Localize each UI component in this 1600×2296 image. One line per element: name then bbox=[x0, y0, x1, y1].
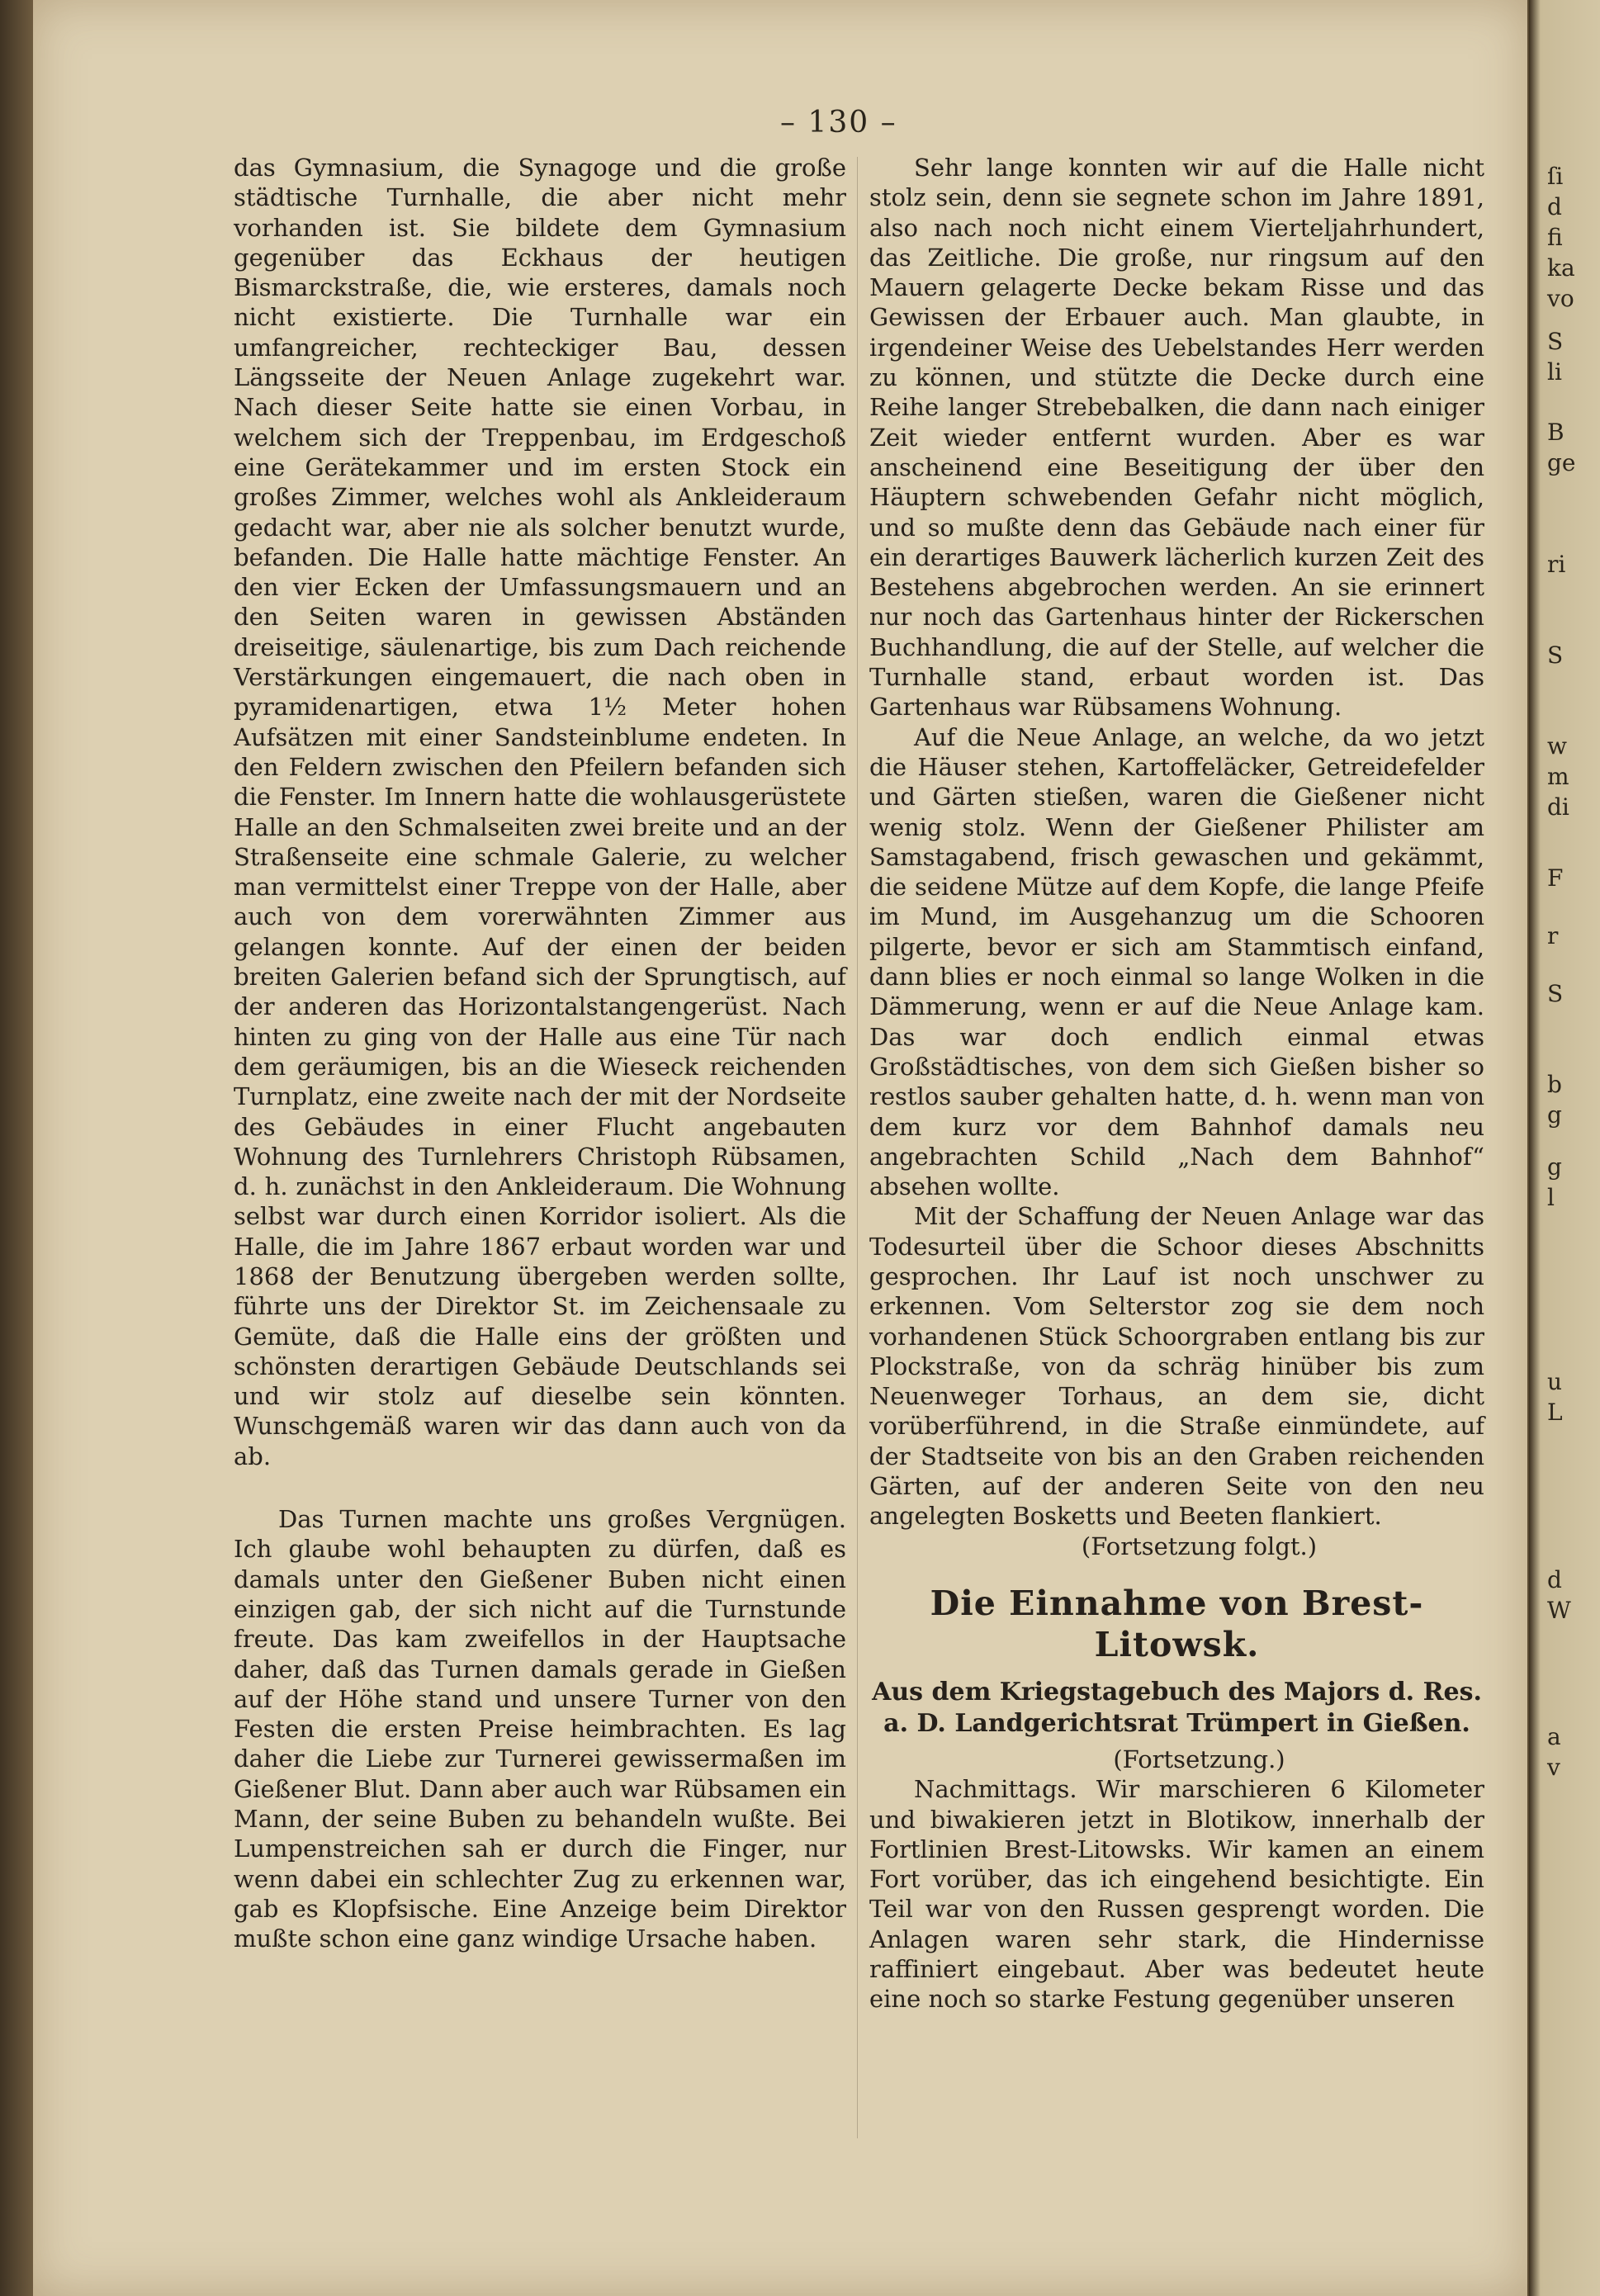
adjacent-fragment: W bbox=[1547, 1597, 1571, 1624]
adjacent-fragment: v bbox=[1547, 1754, 1560, 1781]
adjacent-fragment: fi bbox=[1547, 224, 1563, 251]
left-column bbox=[234, 153, 846, 1954]
article-subtitle: Aus dem Kriegstagebuch des Majors d. Res. a. D. Landgerichtsrat Trümpert in Gießen. bbox=[872, 1677, 1482, 1738]
adjacent-fragment: b bbox=[1547, 1071, 1562, 1098]
paragraph: Mit der Schaffung der Neuen Anlage war das Todesurteil über die Schoor dieses Abschnitts gesprochen. Ihr Lauf ist noch unschwer zu erkennen. Vom Selterstor zog sie dem noch vorhandenen Stück Schoorgraben entlang bis zur Plockstraße, von da schräg hinüber bis zum Neuenweger Torhaus, an dem sie, dicht vorüberführend, in die Straße einmündete, auf der Stadtseite von bis an den Graben reichenden Gärten, auf der anderen Seite von den neu angelegten Bosketts und Beeten flankiert. bbox=[869, 1202, 1484, 1531]
paragraph: Das Turnen machte uns großes Vergnügen. Ich glaube wohl behaupten zu dürfen, daß es damals unter den Gießener Buben nicht einen einzigen gab, der sich nicht auf die Turnstunde freute. Das kam zweifellos in der Hauptsache daher, daß das Turnen damals gerade in Gießen auf der Höhe stand und unsere Turner von den Festen die ersten Preise heimbrachten. Es lag daher die Liebe zur Turnerei gewissermaßen im Gießener Blut. Dann aber auch war Rübsamen ein Mann, der seine Buben zu behandeln wußte. Bei Lumpenstreichen sah er durch die Finger, nur wenn dabei ein schlechter Zug zu erkennen war, gab es Klopfsische. Eine Anzeige beim Direktor mußte schon eine ganz windige Ursache haben. bbox=[234, 1505, 846, 1953]
paragraph: Auf die Neue Anlage, an welche, da wo jetzt die Häuser stehen, Kartoffeläcker, Getreidefelder und Gärten stießen, waren die Gießener nicht wenig stolz. Wenn der Gießener Philister am Samstagabend, frisch gewaschen und gekämmt, die seidene Mütze auf dem Kopfe, die lange Pfeife im Mund, im Ausgehanzug um die Schooren pilgerte, bevor er sich am Stammtisch einfand, dann blies er noch einmal so lange Wolken in die Dämmerung, wenn er auf die Neue Anlage kam. Das war doch endlich einmal etwas Großstädtisches, von dem sich Gießen bisher so restlos sauber gehalten hatte, d. h. wenn man von dem kurz vor dem Bahnhof damals neu angebrachten Schild „Nach dem Bahnhof“ absehen wollte. bbox=[869, 722, 1484, 1201]
adjacent-fragment: g bbox=[1547, 1153, 1562, 1181]
adjacent-fragment: ſi bbox=[1547, 163, 1564, 190]
column-divider bbox=[857, 157, 858, 2138]
adjacent-fragment: ri bbox=[1547, 551, 1566, 578]
adjacent-fragment: ka bbox=[1547, 254, 1575, 282]
adjacent-fragment: S bbox=[1547, 980, 1564, 1007]
paragraph: Sehr lange konnten wir auf die Halle nicht stolz sein, denn sie segnete schon im Jahre 1891, also nach noch nicht einem Vierteljahrhundert, das Zeitliche. Die große, nur ringsum auf den Mauern gelagerte Decke bekam Risse und das Gewissen der Erbauer auch. Man glaubte, in irgendeiner Weise des Uebelstandes Herr werden zu können, und stützte die Decke durch eine Reihe langer Strebebalken, die dann nach einiger Zeit wieder entfernt wurden. Aber es war anscheinend eine Beseitigung der über den Häuptern schwebenden Gefahr nicht möglich, und so mußte denn das Gebäude nach einer für ein derartiges Bauwerk lächerlich kurzen Zeit des Bestehens abgebrochen werden. An sie erinnert nur noch das Gartenhaus hinter der Rickerschen Buchhandlung, die auf der Stelle, auf welcher die Turnhalle stand, erbaut worden ist. Das Gartenhaus war Rübsamens Wohnung. bbox=[869, 154, 1484, 722]
adjacent-fragment: S bbox=[1547, 328, 1564, 355]
adjacent-fragment: B bbox=[1547, 419, 1564, 446]
article-continuation-note: (Fortsetzung.) bbox=[1113, 1744, 1285, 1773]
adjacent-fragment: vo bbox=[1547, 285, 1574, 312]
adjacent-fragment: u bbox=[1547, 1368, 1563, 1395]
adjacent-fragment: a bbox=[1547, 1723, 1561, 1750]
adjacent-fragment: d bbox=[1547, 193, 1562, 220]
adjacent-fragment: g bbox=[1547, 1101, 1562, 1129]
paragraph: das Gymnasium, die Synagoge und die große städtische Turnhalle, die aber nicht mehr vorhanden ist. Sie bildete dem Gymnasium gegenüber das Eckhaus der heutigen Bismarckstraße, die, wie ersteres, damals noch nicht existierte. Die Turnhalle war ein umfangreicher, rechteckiger Bau, dessen Längsseite der Neuen Anlage zugekehrt war. Nach dieser Seite hatte sie einen Vorbau, in welchem sich der Treppenbau, im Erdgeschoß eine Gerätekammer und im ersten Stock ein großes Zimmer, welches wohl als Ankleideraum gedacht war, aber nie als solcher benutzt wurde, befanden. Die Halle hatte mächtige Fenster. An den vier Ecken der Umfassungsmauern und an den Seiten waren in gewissen Abständen dreiseitige, säulenartige, bis zum Dach reichende Verstärkungen eingemauert, die nach oben in pyramidenartigen, etwa 1½ Meter hohen Aufsätzen mit einer Sandsteinblume endeten. In den Feldern zwischen den Pfeilern befanden sich die Fenster. Im Innern hatte die wohlausgerüstete Halle an den Schmalseiten zwei breite und an der Straßenseite eine schmale Galerie, zu welcher man vermittelst einer Treppe von der Halle, aber auch von dem vorerwähnten Zimmer aus gelangen konnte. Auf der einen der beiden breiten Galerien befand sich der Sprungtisch, auf der anderen das Horizontalstangengerüst. Nach hinten zu ging von der Halle aus eine Tür nach dem geräumigen, bis an die Wieseck reichenden Turnplatz, eine zweite nach der mit der Nordseite des Gebäudes in einer Flucht angebauten Wohnung des Turnlehrers Christoph Rübsamen, d. h. zunächst in den Ankleideraum. Die Wohnung selbst war durch einen Korridor isoliert. Als die Halle, die im Jahre 1867 erbaut worden war und 1868 der Benutzung übergeben werden sollte, führte uns der Direktor St. im Zeichensaale zu Gemüte, daß die Halle eins der größten und schönsten derartigen Gebäude Deutschlands sei und wir stolz auf dieselbe sein könnten. Wunschgemäß waren wir das dann auch von da ab. bbox=[234, 154, 846, 1470]
adjacent-fragment: li bbox=[1547, 358, 1562, 386]
adjacent-fragment: w bbox=[1547, 732, 1567, 760]
adjacent-fragment: F bbox=[1547, 864, 1564, 892]
adjacent-fragment: L bbox=[1547, 1399, 1563, 1426]
adjacent-fragment: S bbox=[1547, 641, 1564, 669]
adjacent-fragment: r bbox=[1547, 922, 1559, 949]
adjacent-fragment: m bbox=[1547, 763, 1569, 790]
paragraph-gap bbox=[234, 1471, 846, 1504]
article-title: Die Einnahme von Brest-Litowsk. bbox=[930, 1583, 1424, 1664]
adjacent-fragment: ge bbox=[1547, 449, 1576, 476]
page-number: – 130 – bbox=[780, 106, 897, 140]
continuation-note: (Fortsetzung folgt.) bbox=[1081, 1531, 1318, 1560]
right-column bbox=[869, 153, 1484, 2014]
adjacent-fragment: l bbox=[1547, 1184, 1555, 1211]
paragraph: Nachmittags. Wir marschieren 6 Kilometer und biwakieren jetzt in Blotikow, innerhalb der Fortlinien Brest-Litowsks. Wir kamen an einem Fort vorüber, das ich eingehend besichtigte. Ein Teil war von den Russen gesprengt worden. Die Anlagen waren sehr stark, die Hindernisse raffiniert eingebaut. Aber was bedeutet heute eine noch so starke Festung gegenüber unseren bbox=[869, 1775, 1484, 2014]
adjacent-fragment: d bbox=[1547, 1566, 1562, 1593]
adjacent-page-strip bbox=[1529, 0, 1600, 2296]
adjacent-fragment: di bbox=[1547, 793, 1569, 821]
